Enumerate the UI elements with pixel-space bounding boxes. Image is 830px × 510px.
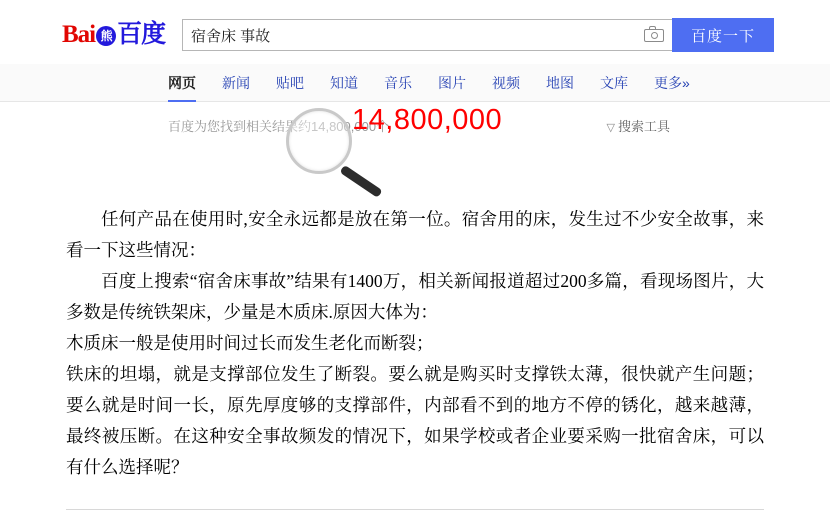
paw-icon: 熊: [96, 26, 116, 46]
logo-text-baidu: 百度: [117, 21, 166, 48]
magnifier-handle: [339, 165, 382, 198]
tab-map[interactable]: 地图: [546, 74, 574, 91]
article-paragraph: 任何产品在使用时,安全永远都是放在第一位。宿舍用的床，发生过不少安全故事，来看一下这些情况：: [66, 209, 764, 260]
logo-text: [62, 18, 170, 52]
camera-icon[interactable]: [644, 26, 664, 42]
tab-wenku[interactable]: 文库: [600, 74, 628, 91]
result-count-text: 百度为您找到相关结果约14,800,000个: [168, 118, 390, 134]
tab-news[interactable]: 新闻: [222, 74, 250, 91]
search-input[interactable]: [183, 19, 633, 51]
article-paragraph: 铁床的坦塌，就是支撑部位发生了断裂。要么就是购买时支撑铁太薄，很快就产生问题；要么就是时间一长，原先厚度够的支撑部件，内部看不到的地方不停的锈化，越来越薄，最终被压断。在这种安全事故频发的情况下，如果学校或者企业要采购一批宿舍床，可以有什么选择呢？: [66, 364, 764, 477]
tab-more[interactable]: 更多»: [654, 74, 690, 91]
tab-web[interactable]: 网页: [168, 65, 196, 101]
tab-zhidao[interactable]: 知道: [330, 74, 358, 91]
funnel-icon: ▽: [606, 122, 615, 134]
tab-tieba[interactable]: 贴吧: [276, 74, 304, 91]
search-tools-label: 搜索工具: [617, 119, 670, 134]
search-tabs: [0, 64, 830, 102]
annotation-highlight-number: 14,800,000: [352, 104, 503, 136]
article-paragraph: 百度上搜索“宿舍床事故”结果有1400万，相关新闻报道超过200多篇，看现场图片，大多数是传统铁架床，少量是木质床.原因大体为：: [66, 271, 764, 322]
search-box[interactable]: [182, 19, 672, 51]
search-bar-row: [0, 18, 830, 52]
search-submit-button[interactable]: 百度一下: [672, 18, 774, 52]
article-paragraph: 木质床一般是使用时间过长而发生老化而断裂；: [66, 333, 434, 353]
search-header: [0, 0, 830, 148]
baidu-logo[interactable]: [62, 18, 170, 52]
logo-text-bai: Bai: [62, 21, 96, 48]
tab-video[interactable]: 视频: [492, 74, 520, 91]
tab-images[interactable]: 图片: [438, 74, 466, 91]
tab-music[interactable]: 音乐: [384, 74, 412, 91]
article-body: [66, 204, 764, 483]
search-tools-button[interactable]: [607, 116, 670, 135]
